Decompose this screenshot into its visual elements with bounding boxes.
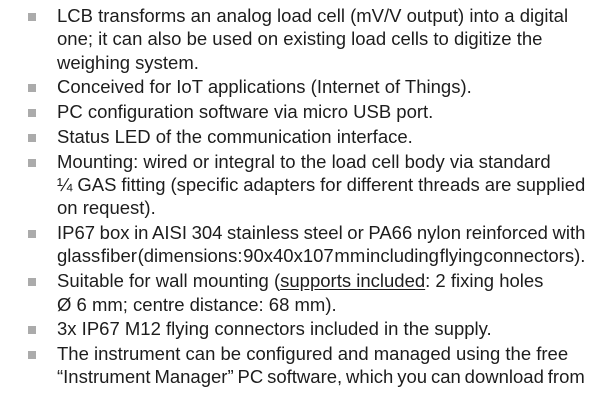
bullet-list <box>28 4 585 389</box>
bullet-content <box>57 125 585 148</box>
list-item <box>28 317 585 340</box>
bullet-line: LCB transforms an analog load cell (mV/V output) into a digital <box>57 5 569 26</box>
bullet-line: one; it can also be used on existing load cells to digitize the <box>57 28 543 50</box>
bullet-content <box>57 75 585 98</box>
underlined-text: supports included <box>280 270 426 292</box>
bullet-square-icon <box>28 13 36 21</box>
bullet-content <box>57 342 585 389</box>
bullet-content <box>57 4 585 74</box>
list-item <box>28 4 585 74</box>
list-item <box>28 342 585 389</box>
bullet-content <box>57 317 585 340</box>
bullet-square-icon <box>28 109 36 117</box>
bullet-square-icon <box>28 351 36 359</box>
list-item <box>28 125 585 148</box>
bullet-square-icon <box>28 134 36 142</box>
bullet-line: Ø 6 mm; centre distance: 68 mm). <box>57 293 337 315</box>
bullet-line: The instrument can be configured and managed using the free <box>57 343 569 365</box>
bullet-square-icon <box>28 159 36 167</box>
bullet-line: “Instrument Manager” PC software, which you can download from <box>57 366 585 388</box>
bullet-line: glass fiber (dimensions: 90x40x107 mm including flying connectors). <box>57 245 586 267</box>
bullet-content <box>57 100 585 123</box>
bullet-line: Mounting: wired or integral to the load cell body via standard <box>57 150 551 172</box>
bullet-line: Status LED of the communication interface. <box>57 125 413 147</box>
text-segment: Suitable for wall mounting ( <box>57 270 281 292</box>
list-item <box>28 75 585 98</box>
bullet-content <box>57 150 585 220</box>
list-item <box>28 100 585 123</box>
bullet-line: on request). <box>57 197 156 219</box>
bullet-square-icon <box>28 84 36 92</box>
list-item <box>28 269 585 316</box>
bullet-line: 3x IP67 M12 flying connectors included in the supply. <box>57 318 492 340</box>
bullet-square-icon <box>28 278 36 286</box>
bullet-content <box>57 269 585 316</box>
bullet-line: ¼ GAS fitting (specific adapters for different threads are supplied <box>57 174 586 196</box>
bullet-square-icon <box>28 326 36 334</box>
bullet-line <box>57 269 585 292</box>
list-item <box>28 150 585 220</box>
bullet-line: PC configuration software via micro USB port. <box>57 101 434 123</box>
bullet-square-icon <box>28 230 36 238</box>
text-segment: : 2 fixing holes <box>425 270 544 292</box>
bullet-line: IP67 box in AISI 304 stainless steel or PA66 nylon reinforced with <box>57 222 586 244</box>
bullet-line: weighing system. <box>57 51 199 73</box>
bullet-content <box>57 221 585 268</box>
bullet-line: Conceived for IoT applications (Internet of Things). <box>57 76 472 98</box>
list-item <box>28 221 585 268</box>
